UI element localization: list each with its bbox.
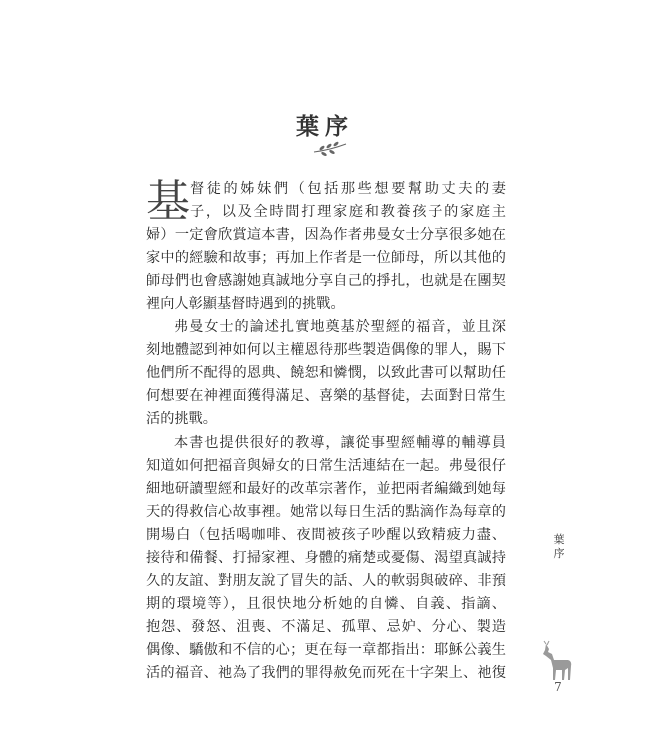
drop-cap: 基 xyxy=(146,176,190,227)
text-line: 督徒的姊妹們（包括那些想要幫助丈夫的妻 xyxy=(190,181,506,197)
text-line: 弗曼女士的論述扎實地奠基於聖經的福音，並且深 xyxy=(174,319,506,336)
text-line: 接待和備餐、打掃家裡、身體的痛楚或憂傷、渴望真誠持 xyxy=(146,549,506,566)
text-line: 抱怨、發怒、沮喪、不滿足、孤單、忌妒、分心、製造 xyxy=(146,618,506,635)
text-line: 本書也提供很好的教導，讓從事聖經輔導的輔導員 xyxy=(174,434,506,451)
text-line: 偶像、驕傲和不信的心；更在每一章都指出：耶穌公義生 xyxy=(146,641,506,658)
text-line: 知道如何把福音與婦女的日常生活連結在一起。弗曼很仔 xyxy=(146,457,506,474)
text-line: 婦）一定會欣賞這本書，因為作者弗曼女士分享很多她在 xyxy=(146,227,506,244)
page-number: 7 xyxy=(554,680,562,694)
text-line: 裡向人彰顯基督時遇到的挑戰。 xyxy=(146,296,345,313)
text-line: 何想要在神裡面獲得滿足、喜樂的基督徒，去面對日常生 xyxy=(146,388,506,405)
text-line: 刻地體認到神如何以主權恩待那些製造偶像的罪人，賜下 xyxy=(146,342,506,359)
page-title: 葉序 xyxy=(296,113,354,140)
text-line: 他們所不配得的恩典、饒恕和憐憫，以致此書可以幫助任 xyxy=(146,365,506,382)
text-line: 期的環境等），且很快地分析她的自憐、自義、指謫、 xyxy=(146,595,506,612)
text-line: 家中的經驗和故事；再加上作者是一位師母，所以其他的 xyxy=(146,250,506,267)
text-line: 活的福音、祂為了我們的罪得赦免而死在十字架上、祂復 xyxy=(146,664,506,681)
text-line: 活的挑戰。 xyxy=(146,411,217,428)
text-line: 師母們也會感謝她真誠地分享自己的掙扎，也就是在團契 xyxy=(146,273,506,290)
text-line: 天的得救信心故事裡。她常以每日生活的點滴作為每章的 xyxy=(146,503,506,520)
text-line: 久的友誼、對朋友說了冒失的話、人的軟弱與破碎、非預 xyxy=(146,572,506,589)
leaf-sprig-icon xyxy=(312,140,348,156)
text-line: 子，以及全時間打理家庭和教養孩子的家庭主 xyxy=(190,204,506,221)
text-line: 細地研讀聖經和最好的改革宗著作，並把兩者編織到她每 xyxy=(146,480,506,497)
side-chapter-label: 葉 序 xyxy=(553,533,565,560)
preface-body xyxy=(146,178,506,685)
text-line: 開場白（包括喝咖啡、夜間被孩子吵醒以致精疲力盡、 xyxy=(146,526,506,543)
